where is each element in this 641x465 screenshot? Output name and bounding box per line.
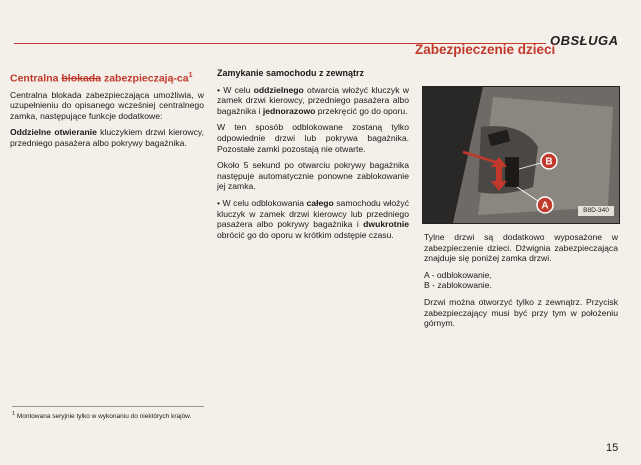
paragraph: Centralna blokada zabezpieczająca umożliwia, w uzupełnieniu do opisanego wcześniej centralnego zamka, następujące funkcje dodatkowe: bbox=[10, 89, 204, 121]
column-right bbox=[424, 232, 618, 335]
legend-a: A - odblokowanie, bbox=[424, 269, 492, 280]
paragraph: Drzwi można otworzyć tylko z zewnątrz. Przycisk zabezpieczający musi być przy tym w położeniu górnym. bbox=[424, 296, 618, 329]
heading-central-lock bbox=[10, 70, 204, 85]
heading-locking-outside: Zamykanie samochodu z zewnątrz bbox=[217, 68, 365, 78]
text: otwarcia włożyć kluczyk w zamek drzwi kierowcy, przedniego pasażera albo bagażnika i bbox=[217, 84, 409, 116]
legend-b: B - zablokowanie. bbox=[424, 280, 492, 291]
paragraph bbox=[217, 85, 409, 117]
bleed-through-text-right bbox=[420, 350, 620, 410]
door-lock-illustration bbox=[422, 86, 620, 224]
text: • W celu odblokowania bbox=[217, 197, 307, 208]
door-illustration-svg bbox=[423, 87, 619, 223]
footnote-mark: 1 bbox=[12, 411, 16, 417]
footnote-rule bbox=[12, 406, 204, 407]
figure-code: B8D-340 bbox=[578, 206, 614, 216]
paragraph: Około 5 sekund po otwarciu pokrywy bagażnika następuje automatycznie ponowne zablokowanie jej zamka. bbox=[217, 160, 409, 192]
paragraph: Tylne drzwi są dodatkowo wyposażone w zabezpieczenie dzieci. Dźwignia zabezpieczająca znajduje się poniżej zamka drzwi. bbox=[424, 232, 618, 264]
page-title: Zabezpieczenie dzieci bbox=[415, 42, 556, 57]
bold-term: jednorazowo bbox=[262, 105, 316, 116]
text: obrócić go do oporu w krótkim odstępie czasu. bbox=[217, 229, 394, 240]
bleed-through-text bbox=[10, 290, 200, 380]
section-title: OBSŁUGA bbox=[550, 33, 619, 48]
bold-term: Oddzielne otwieranie bbox=[10, 127, 97, 138]
bold-term: całego bbox=[306, 197, 334, 208]
page-number: 15 bbox=[606, 442, 619, 454]
paragraph: W ten sposób odblokowane zostaną tylko odpowiednie drzwi lub pokrywa bagażnika. Pozostałe zamki pozostają nie otwarte. bbox=[217, 122, 409, 154]
text: samochodu włożyć kluczyk w zamek drzwi kierowcy lub przedniego pasażera albo pokrywy bagażnika i bbox=[217, 197, 409, 230]
footnote-text: Montowana seryjnie tylko w wykonaniu do niektórych krajów. bbox=[16, 413, 192, 421]
heading-part-1: Centralna bbox=[10, 72, 62, 85]
heading-struck-word: blokada bbox=[61, 72, 102, 85]
text: • W celu bbox=[217, 84, 254, 95]
heading-part-2: zabezpieczają-ca bbox=[101, 72, 189, 85]
footnote-ref: 1 bbox=[188, 72, 193, 79]
paragraph bbox=[10, 127, 204, 148]
marker-b-label: B bbox=[545, 156, 553, 168]
footnote bbox=[12, 410, 212, 422]
bold-term: oddzielnego bbox=[253, 84, 304, 95]
column-left bbox=[10, 70, 204, 154]
bold-term: dwukrotnie bbox=[363, 219, 409, 230]
paragraph bbox=[217, 198, 409, 240]
column-middle bbox=[217, 68, 409, 246]
paragraph-text: kluczykiem drzwi kierowcy, przedniego pasażera albo pokrywy bagażnika. bbox=[10, 127, 204, 148]
marker-a-label: A bbox=[541, 200, 549, 212]
text: przekręcić go do oporu. bbox=[315, 105, 408, 116]
